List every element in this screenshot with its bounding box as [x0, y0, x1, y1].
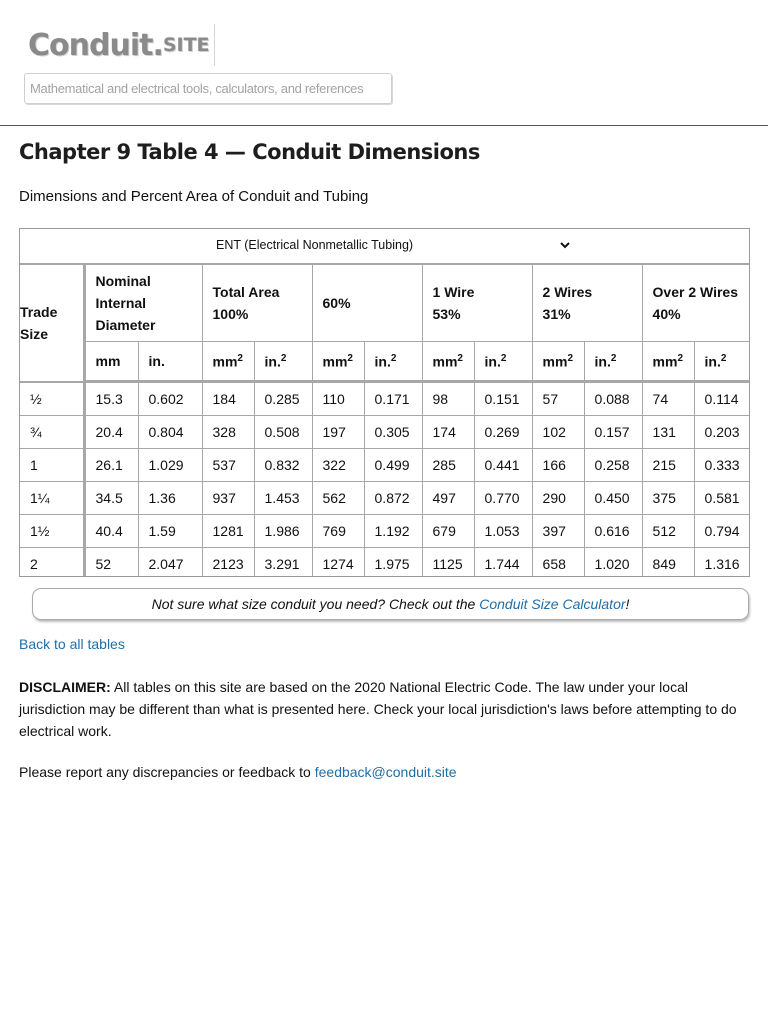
table-cell: 26.1	[84, 449, 138, 482]
table-cell: 34.5	[84, 482, 138, 515]
page-title: Chapter 9 Table 4 — Conduit Dimensions	[19, 140, 480, 164]
table-cell: 131	[642, 416, 694, 449]
table-cell: 0.581	[694, 482, 749, 515]
table-cell: 0.114	[694, 382, 749, 416]
header-sixty-percent: 60%	[312, 265, 422, 342]
table-cell: 1.744	[474, 548, 532, 578]
table-cell: 0.258	[584, 449, 642, 482]
header-two-wires: 2 Wires 31%	[532, 265, 642, 342]
trade-size-cell: 1¼	[20, 482, 84, 515]
table-cell: 0.832	[254, 449, 312, 482]
table-cell: 290	[532, 482, 584, 515]
table-row	[20, 416, 749, 449]
table-cell: 1.986	[254, 515, 312, 548]
unit-header: $mm^2$	[202, 342, 254, 382]
table-cell: 679	[422, 515, 474, 548]
table-cell: 1.053	[474, 515, 532, 548]
table-row	[20, 548, 749, 578]
header-over-two-wires: Over 2 Wires 40%	[642, 265, 749, 342]
table-cell: 285	[422, 449, 474, 482]
table-cell: 1.36	[138, 482, 202, 515]
table-cell: 537	[202, 449, 254, 482]
note-suffix: !	[625, 596, 630, 612]
table-cell: 658	[532, 548, 584, 578]
feedback-email-link[interactable]: feedback@conduit.site	[314, 764, 457, 780]
table-cell: 174	[422, 416, 474, 449]
disclaimer	[19, 676, 749, 742]
table-cell: 2123	[202, 548, 254, 578]
unit-header: in.$^2$	[254, 342, 312, 382]
feedback-text: Please report any discrepancies or feedback to	[19, 764, 315, 780]
table-cell: 0.151	[474, 382, 532, 416]
table-cell: 57	[532, 382, 584, 416]
table-cell: 1.192	[364, 515, 422, 548]
trade-size-cell: ½	[20, 382, 84, 416]
table-row	[20, 449, 749, 482]
table-cell: 0.872	[364, 482, 422, 515]
chevron-down-icon	[558, 238, 572, 252]
table-cell: 0.602	[138, 382, 202, 416]
table-cell: 0.285	[254, 382, 312, 416]
trade-size-cell: 2	[20, 548, 84, 578]
table-cell: 0.450	[584, 482, 642, 515]
unit-header: $mm^2$	[422, 342, 474, 382]
table-cell: 1.975	[364, 548, 422, 578]
table-cell: 3.291	[254, 548, 312, 578]
conduit-size-calculator-link[interactable]: Conduit Size Calculator	[479, 596, 626, 612]
table-cell: 15.3	[84, 382, 138, 416]
table-cell: 849	[642, 548, 694, 578]
conduit-table-container	[19, 228, 750, 577]
note-text: Not sure what size conduit you need? Check out the	[151, 596, 480, 612]
table-cell: 0.804	[138, 416, 202, 449]
table-cell: 0.508	[254, 416, 312, 449]
site-tagline: Mathematical and electrical tools, calculators, and references	[24, 73, 392, 104]
unit-header: in.$^2$	[694, 342, 749, 382]
unit-header: in.	[138, 342, 202, 382]
unit-header: in.$^2$	[474, 342, 532, 382]
table-cell: 497	[422, 482, 474, 515]
table-cell: 1.020	[584, 548, 642, 578]
table-cell: 0.088	[584, 382, 642, 416]
table-cell: 1.59	[138, 515, 202, 548]
trade-size-cell: 1	[20, 449, 84, 482]
table-cell: 0.305	[364, 416, 422, 449]
table-cell: 375	[642, 482, 694, 515]
table-cell: 1.316	[704, 556, 740, 572]
unit-header: mm	[84, 342, 138, 382]
conduit-dimensions-table	[20, 265, 749, 577]
table-cell: 102	[532, 416, 584, 449]
table-cell: 20.4	[84, 416, 138, 449]
table-body	[20, 382, 749, 578]
table-cell: 0.171	[364, 382, 422, 416]
table-cell: 0.333	[694, 449, 749, 482]
unit-header: in.$^2$	[364, 342, 422, 382]
page-subtitle: Dimensions and Percent Area of Conduit and Tubing	[19, 188, 369, 205]
site-header	[0, 0, 768, 126]
conduit-type-row	[20, 229, 749, 265]
table-cell: 1.453	[254, 482, 312, 515]
table-row	[20, 482, 749, 515]
table-row	[20, 515, 749, 548]
table-cell: 0.157	[584, 416, 642, 449]
site-logo[interactable]	[24, 24, 215, 66]
table-cell: 215	[642, 449, 694, 482]
calculator-note	[32, 588, 749, 620]
table-cell: 562	[312, 482, 364, 515]
logo-site-text: SITE	[162, 34, 210, 56]
header-total-area: Total Area 100%	[202, 265, 312, 342]
header-trade-size: Trade Size	[20, 265, 84, 382]
trade-size-cell: 1½	[20, 515, 84, 548]
table-cell: 1125	[422, 548, 474, 578]
table-cell: 512	[642, 515, 694, 548]
table-cell: 98	[422, 382, 474, 416]
table-cell: 166	[532, 449, 584, 482]
trade-size-cell: ¾	[20, 416, 84, 449]
conduit-type-selected: ENT (Electrical Nonmetallic Tubing)	[216, 238, 414, 252]
back-to-all-tables-link[interactable]: Back to all tables	[19, 636, 125, 652]
unit-header-row	[20, 342, 749, 382]
table-cell: 0.499	[364, 449, 422, 482]
table-cell: 937	[202, 482, 254, 515]
unit-header: $mm^2$	[312, 342, 364, 382]
unit-header: $mm^2$	[642, 342, 694, 382]
table-cell: 0.203	[694, 416, 749, 449]
logo-main-text: Conduit.	[28, 27, 163, 63]
unit-header: in.$^2$	[584, 342, 642, 382]
unit-header: $mm^2$	[532, 342, 584, 382]
table-cell: 328	[202, 416, 254, 449]
table-cell: 0.794	[694, 515, 749, 548]
feedback-line	[19, 764, 457, 780]
table-cell: 2.047	[138, 548, 202, 578]
conduit-type-select[interactable]	[213, 235, 578, 255]
table-cell: 769	[312, 515, 364, 548]
table-cell: 40.4	[84, 515, 138, 548]
table-cell: 0.269	[474, 416, 532, 449]
table-cell: 110	[312, 382, 364, 416]
header-nominal-diameter: Nominal Internal Diameter	[84, 265, 202, 342]
table-cell: 397	[532, 515, 584, 548]
table-cell: 1.029	[138, 449, 202, 482]
table-cell: 184	[202, 382, 254, 416]
table-cell: 0.441	[474, 449, 532, 482]
table-row	[20, 382, 749, 416]
disclaimer-label: DISCLAIMER:	[19, 679, 111, 695]
header-one-wire: 1 Wire 53%	[422, 265, 532, 342]
disclaimer-text: All tables on this site are based on the 2020 National Electric Code. The law under your local jurisdiction may be different than what is presented here. Check your local jurisdiction's laws before attempting to do electrical work.	[19, 679, 737, 739]
table-cell: 1281	[202, 515, 254, 548]
table-cell: 52	[84, 548, 138, 578]
table-cell: 197	[312, 416, 364, 449]
table-cell: 322	[312, 449, 364, 482]
table-cell: 1274	[312, 548, 364, 578]
table-cell: 0.616	[584, 515, 642, 548]
table-cell: 74	[642, 382, 694, 416]
table-cell: 0.770	[474, 482, 532, 515]
